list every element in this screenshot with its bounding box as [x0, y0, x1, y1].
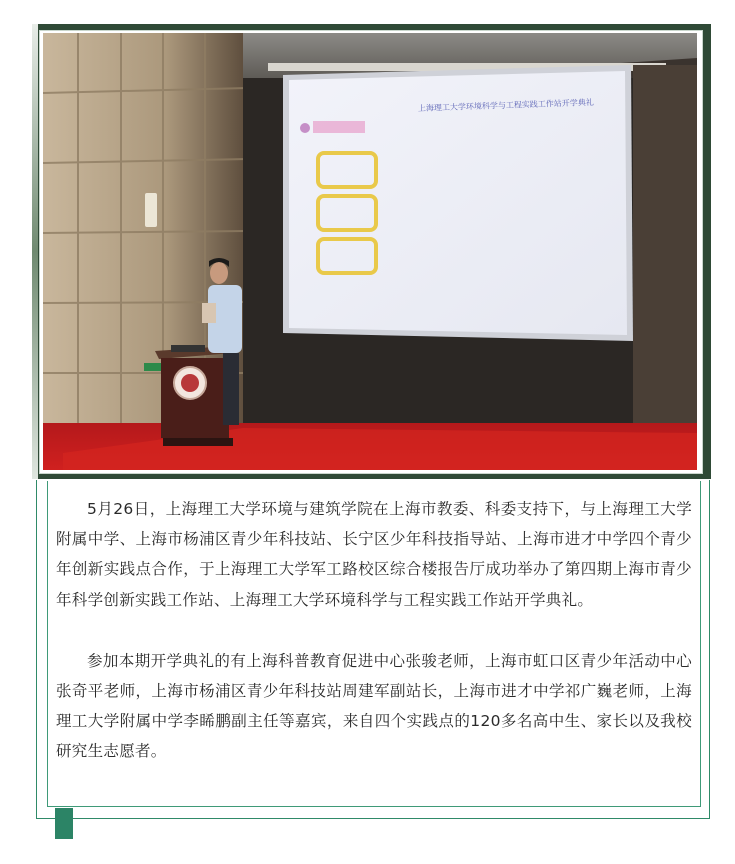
lecture-hall-scene — [43, 33, 697, 470]
event-photo — [43, 33, 697, 470]
photo-frame-edge — [32, 24, 38, 479]
article-paragraph-1: 5月26日，上海理工大学环境与建筑学院在上海市教委、科委支持下，与上海理工大学附属中学、上海市杨浦区青少年科技站、长宁区少年科技指导站、上海市进才中学四个青少年创新实践点合作，于上海理工大学军工路校区综合楼报告厅成功举办了第四期上海市青少年科学创新实践工作站、上海理工大学环境科学与工程实践工作站开学典礼。 — [56, 500, 692, 609]
svg-text:上海理工大学环境科学与工程实践工作站开学典礼: 上海理工大学环境科学与工程实践工作站开学典礼 — [417, 97, 594, 113]
article-body — [56, 494, 692, 767]
article-paragraph-2: 参加本期开学典礼的有上海科普教育促进中心张骏老师，上海市虹口区青少年活动中心张奇平老师，上海市杨浦区青少年科技站周建军副站长，上海市进才中学祁广巍老师，上海理工大学附属中学李睎鹏副主任等嘉宾，来自四个实践点的120多名高中生、家长以及我校研究生志愿者。 — [56, 651, 692, 761]
decorative-accent-bar — [55, 808, 73, 839]
photo-frame — [32, 24, 711, 479]
